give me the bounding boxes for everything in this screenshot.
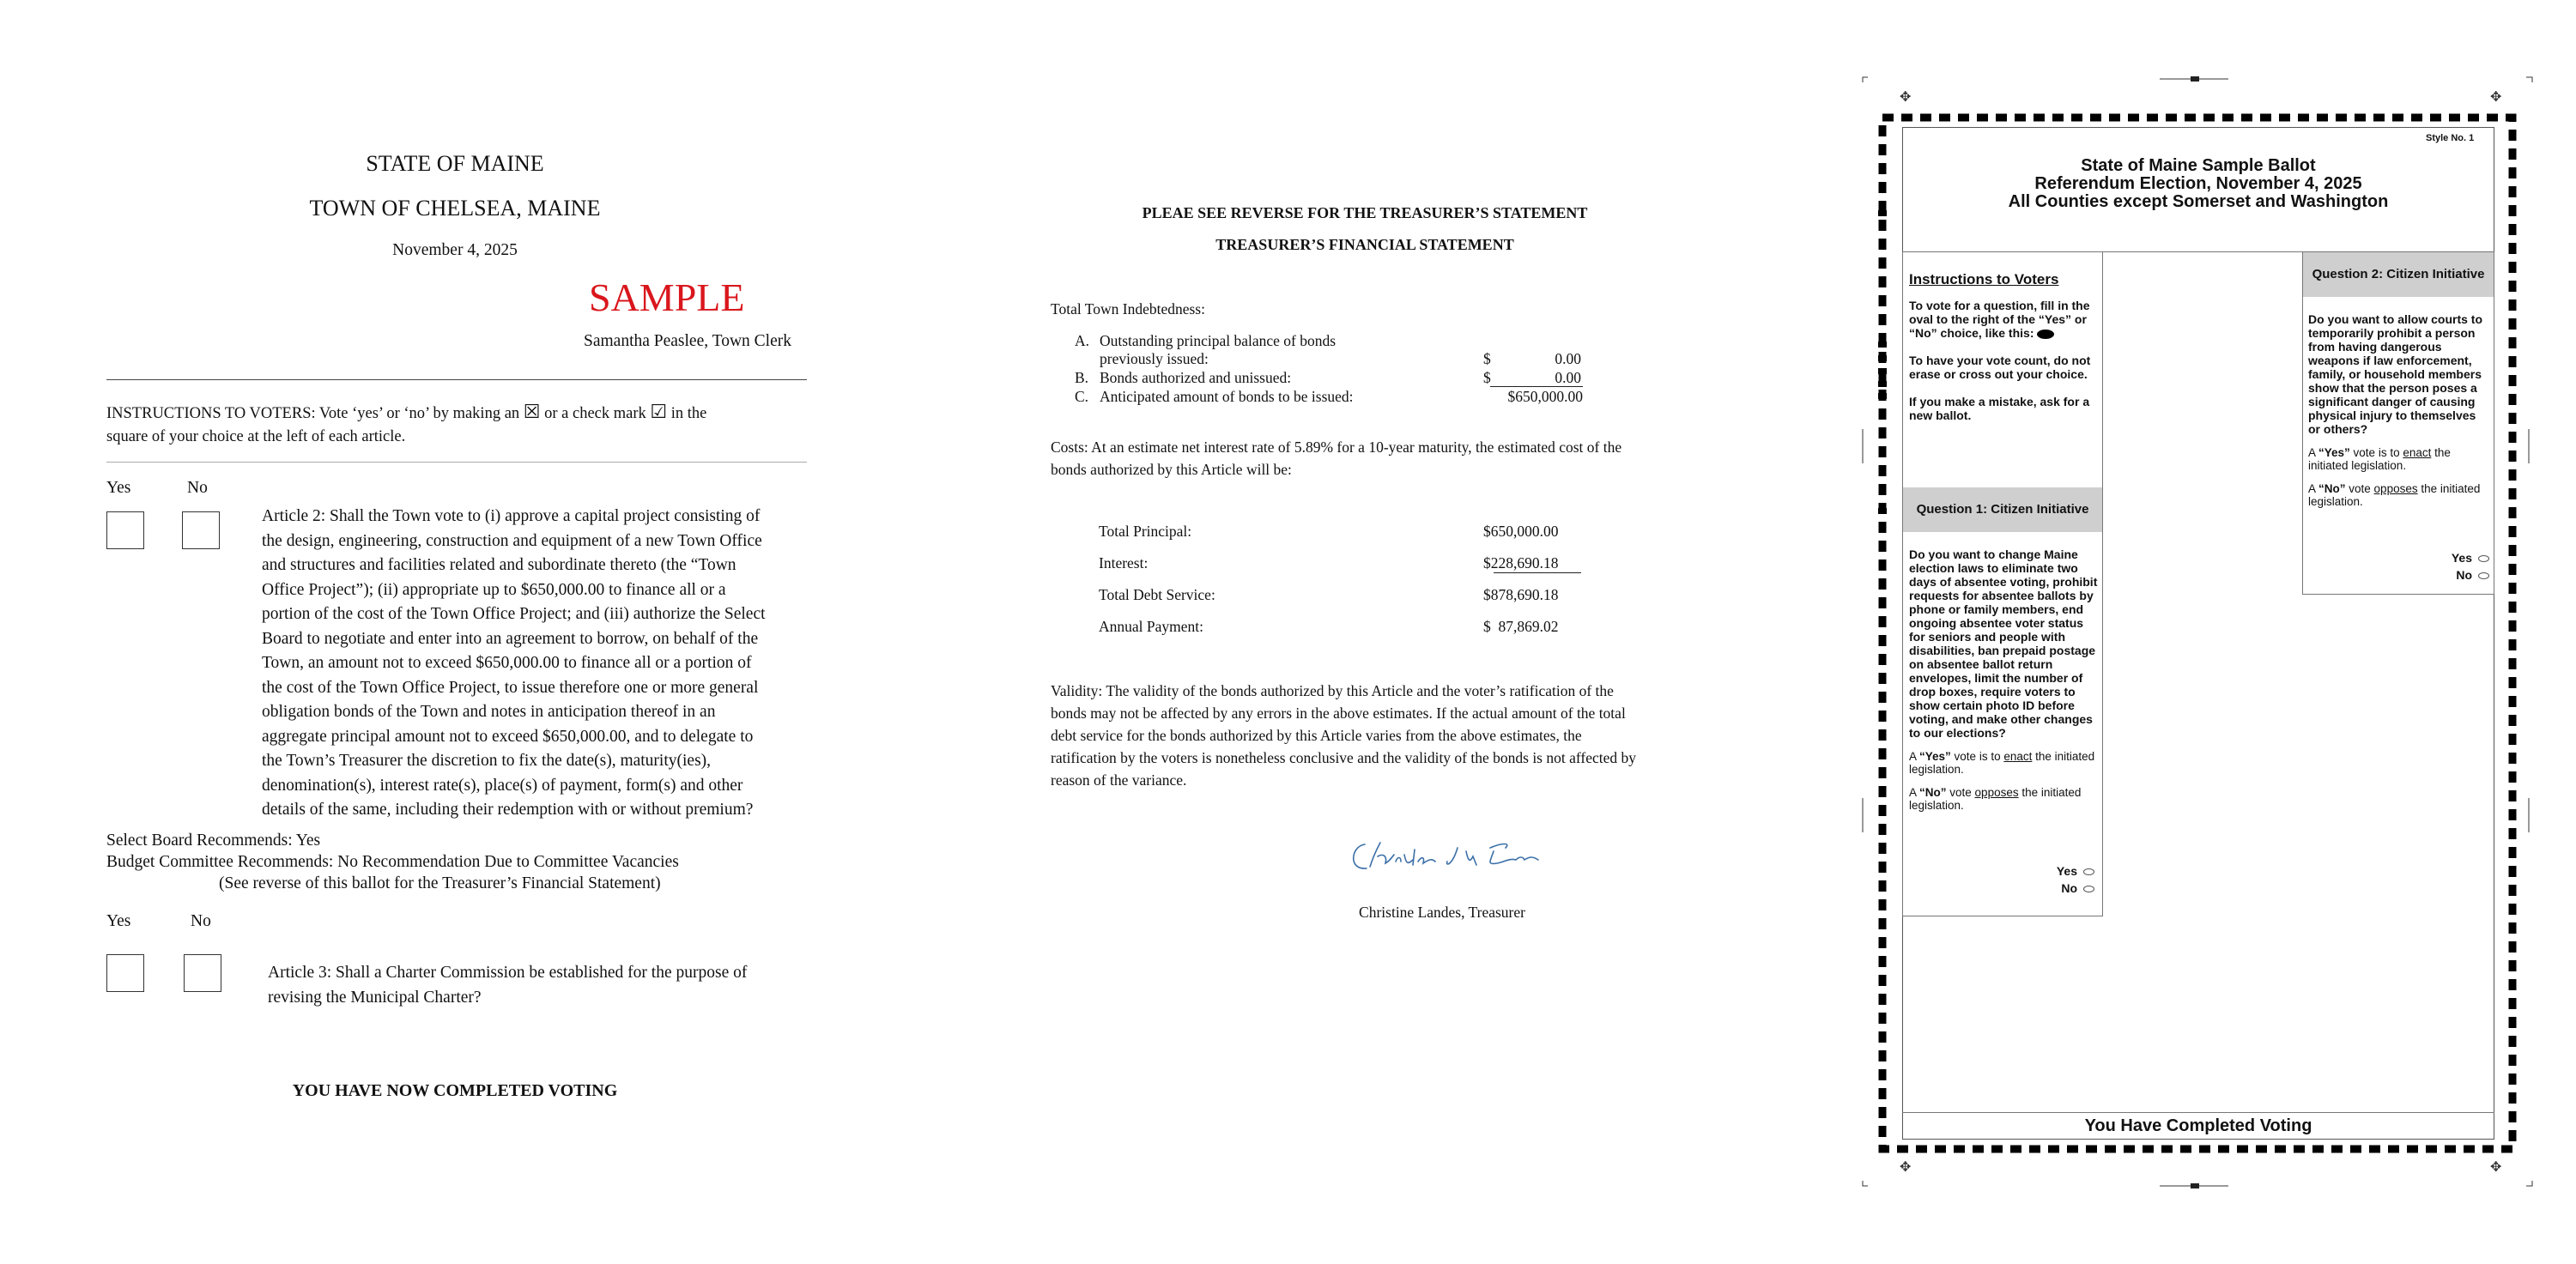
yes-column-label: Yes <box>106 479 131 497</box>
cost-label: Total Principal: <box>1099 523 1192 540</box>
town-clerk: Samantha Peaslee, Town Clerk <box>584 332 791 350</box>
item-letter: C. <box>1075 388 1089 405</box>
treasurer-statement-page <box>1013 0 1717 1264</box>
item-amount: 0.00 <box>1555 369 1581 386</box>
instructions-block: Instructions to Voters To vote for a question, fill in the oval to the right of the “Yes” or “No” choice, like this: To have your vote count, do not erase or cross out your choice. If you make a mistake, ask for a new ballot. <box>1909 271 2100 422</box>
recommendations <box>106 830 679 894</box>
validity-paragraph: Validity: The validity of the bonds authorized by this Article and the voter’s ratification of the bonds may not be affected by any errors in the above estimates. If the actual amount of the total debt service for the bonds authorized by this Article varies from the above estimates, the ratification by the voters is nonetheless conclusive and the validity of the bonds is not affected by reason of the variance. <box>1051 682 1637 789</box>
treasurer-signature <box>1339 831 1545 882</box>
statement-title: TREASURER’S FINANCIAL STATEMENT <box>1215 236 1514 253</box>
budget-committee-recommendation: Budget Committee Recommends: No Recommendation Due to Committee Vacancies <box>106 853 679 871</box>
item-amount: $650,000.00 <box>1507 388 1583 405</box>
article3-yes-box[interactable] <box>106 954 144 992</box>
article2-no-box[interactable] <box>182 511 220 549</box>
treasurer-name: Christine Landes, Treasurer <box>1359 904 1525 921</box>
question1-yes-oval[interactable] <box>2083 868 2094 875</box>
select-board-recommendation: Select Board Recommends: Yes <box>106 832 321 850</box>
state-ballot-page <box>1859 0 2576 1264</box>
article2-text: Article 2: Shall the Town vote to (i) approve a capital project consisting of the design, engineering, construction and equipment of a new Town Office and structures and facilities related and subordinate thereto (the “Town Office Project”); (ii) appropriate up to $650,000.00 to finance all or a portion of the cost of the Town Office Project; and (iii) authorize the Select Board to negotiate and enter into an agreement to borrow, on behalf of the Town, an amount not to exceed $650,000.00 to finance all or a portion of the cost of the Town Office Project, to issue therefore one or more general obligation bonds of the Town and notes in anticipation thereof in an aggregate principal amount not to exceed $650,000.00, and to delegate to the Town’s Treasurer the discretion to fix the date(s), maturity(ies), denomination(s), interest rate(s), place(s) of payment, form(s) and other details of the same, including their redemption with or without premium? <box>262 507 766 819</box>
question1-no-option[interactable]: No <box>1988 880 2094 897</box>
item-amount: 0.00 <box>1555 350 1581 367</box>
svg-text:✥: ✥ <box>1900 88 1912 105</box>
question2-text: Do you want to allow courts to temporarily prohibit a person from having dangerous weapons if law enforcement, family, or household members show that the person poses a significant danger of causing physical injury to themselves or others? <box>2308 312 2482 436</box>
no-column-label: No <box>191 912 211 930</box>
town-heading: TOWN OF CHELSEA, MAINE <box>309 196 601 221</box>
item-letter: A. <box>1075 332 1090 349</box>
election-date: November 4, 2025 <box>392 241 518 259</box>
total-indebtedness-label: Total Town Indebtedness: <box>1051 300 1205 318</box>
yes-column-label: Yes <box>106 912 131 930</box>
question2-yes-option[interactable]: Yes <box>2383 549 2489 566</box>
question2-header: Question 2: Citizen Initiative <box>2303 252 2494 297</box>
svg-text:✥: ✥ <box>2490 1158 2502 1175</box>
no-vote-explanation: A “No” vote opposes the initiated legislation. <box>2308 482 2481 508</box>
question1-choices <box>1988 862 2094 897</box>
costs-paragraph: Costs: At an estimate net interest rate of 5.89% for a 10-year maturity, the estimated cost of the bonds authorized by this Article will be: <box>1051 438 1622 478</box>
ballot-title: State of Maine Sample Ballot Referendum Election, November 4, 2025 All Counties except Somerset and Washington <box>2008 156 2389 211</box>
question1-text: Do you want to change Maine election laws to eliminate two days of absentee voting, prohibit requests for absentee ballots by phone or family members, end ongoing absentee voter status for seniors and people with disabilities, ban prepaid postage on absentee ballot return envelopes, limit the number of drop boxes, require voters to show certain photo ID before voting, and make other changes to our elections? <box>1909 547 2098 740</box>
sample-stamp: SAMPLE <box>589 275 745 319</box>
article3-no-box[interactable] <box>184 954 221 992</box>
cost-value: $878,690.18 <box>1483 586 1559 603</box>
completed-voting: YOU HAVE NOW COMPLETED VOTING <box>292 1081 618 1100</box>
svg-text:✥: ✥ <box>2490 88 2502 105</box>
divider <box>1902 1112 2494 1113</box>
item-currency: $ <box>1483 369 1491 386</box>
article2-yes-box[interactable] <box>106 511 144 549</box>
state-heading: STATE OF MAINE <box>366 151 544 176</box>
item-letter: B. <box>1075 369 1089 386</box>
item-label: previously issued: <box>1100 350 1209 367</box>
divider <box>106 379 807 380</box>
cost-value: $228,690.18 <box>1483 554 1559 572</box>
question2-choices <box>2383 549 2489 584</box>
yes-vote-explanation: A “Yes” vote is to enact the initiated legislation. <box>2308 446 2451 472</box>
reverse-note: PLEAE SEE REVERSE FOR THE TREASURER’S STATEMENT <box>1142 204 1588 221</box>
question2-body <box>2308 312 2490 508</box>
ballot-style: Style No. 1 <box>2426 133 2475 143</box>
instructions-title: Instructions to Voters <box>1909 271 2059 287</box>
x-mark-example-icon: ☒ <box>523 401 541 422</box>
question1-no-oval[interactable] <box>2083 886 2094 892</box>
article3-text: Article 3: Shall a Charter Commission be established for the purpose of revising the Municipal Charter? <box>268 964 748 1007</box>
item-currency: $ <box>1483 350 1491 367</box>
no-vote-explanation: A “No” vote opposes the initiated legislation. <box>1909 786 2082 812</box>
question2-no-oval[interactable] <box>2478 572 2489 579</box>
item-label: Outstanding principal balance of bonds <box>1100 332 1336 349</box>
item-label: Anticipated amount of bonds to be issued: <box>1100 388 1354 405</box>
check-mark-example-icon: ☑ <box>650 401 668 422</box>
question1-yes-option[interactable]: Yes <box>1988 862 2094 880</box>
cost-value: $650,000.00 <box>1483 523 1559 540</box>
cost-value: $ 87,869.02 <box>1483 618 1559 635</box>
svg-text:✥: ✥ <box>1900 1158 1912 1175</box>
underline <box>1490 386 1583 387</box>
cost-label: Annual Payment: <box>1099 618 1203 635</box>
item-label: Bonds authorized and unissued: <box>1100 369 1292 386</box>
yes-vote-explanation: A “Yes” vote is to enact the initiated legislation. <box>1909 750 2095 776</box>
filled-oval-example-icon <box>2037 330 2054 339</box>
completed-voting: You Have Completed Voting <box>2084 1116 2312 1135</box>
cost-label: Interest: <box>1099 554 1149 572</box>
underline <box>1494 572 1581 573</box>
divider <box>106 462 807 463</box>
no-column-label: No <box>187 479 208 497</box>
question1-header: Question 1: Citizen Initiative <box>1903 487 2102 532</box>
see-reverse-note: (See reverse of this ballot for the Treasurer’s Financial Statement) <box>219 874 661 892</box>
question2-no-option[interactable]: No <box>2383 566 2489 584</box>
town-ballot-page <box>0 0 858 1264</box>
question2-yes-oval[interactable] <box>2478 555 2489 562</box>
voter-instructions: INSTRUCTIONS TO VOTERS: Vote ‘yes’ or ‘no’ by making an ☒ or a check mark ☑ in the square of your choice at the left of each article. <box>106 401 707 445</box>
question1-body <box>1909 547 2100 812</box>
cost-label: Total Debt Service: <box>1099 586 1215 603</box>
